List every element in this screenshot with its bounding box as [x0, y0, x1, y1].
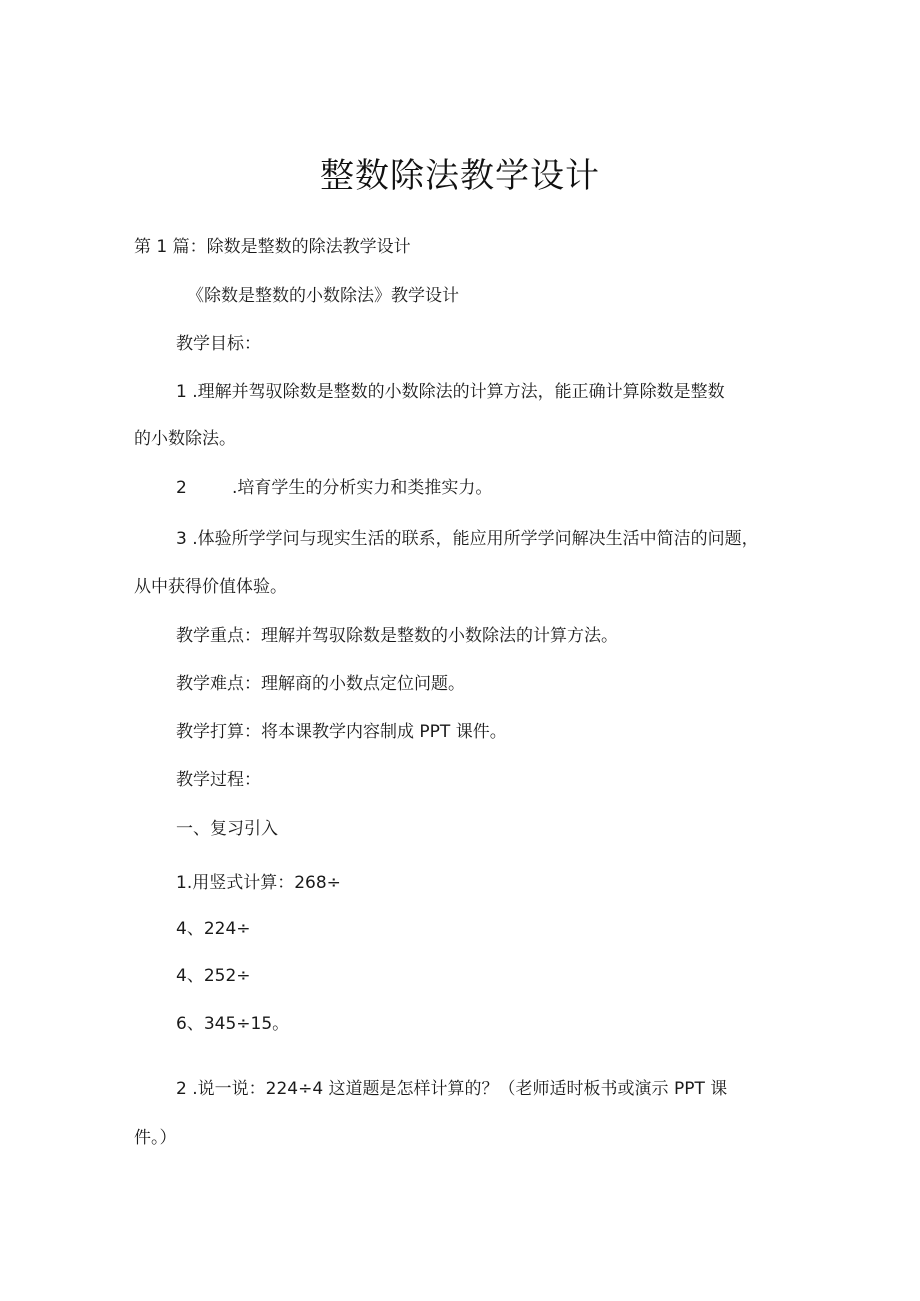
goal-2-number: 2 — [176, 478, 187, 498]
section-review-intro: 一、复习引入 — [176, 819, 278, 839]
calc-line-2: 4、224÷ — [176, 919, 251, 939]
goal-1-line-1: 1 .理解并驾驭除数是整数的小数除法的计算方法，能正确计算除数是整数 — [176, 382, 725, 402]
lesson-subtitle: 《除数是整数的小数除法》教学设计 — [187, 286, 459, 306]
goal-2-text: .培育学生的分析实力和类推实力。 — [232, 478, 493, 498]
calc-line-1: 1.用竖式计算：268÷ — [176, 873, 341, 893]
key-point: 教学重点：理解并驾驭除数是整数的小数除法的计算方法。 — [176, 626, 618, 646]
goal-1-line-2: 的小数除法。 — [134, 429, 236, 449]
calc-line-3: 4、252÷ — [176, 966, 251, 986]
goals-heading: 教学目标： — [176, 334, 261, 354]
chapter-heading: 第 1 篇：除数是整数的除法教学设计 — [134, 237, 411, 257]
process-heading: 教学过程： — [176, 770, 261, 790]
goal-3-line-1: 3 .体验所学学问与现实生活的联系，能应用所学学问解决生活中简洁的问题， — [176, 529, 759, 549]
preparation: 教学打算：将本课教学内容制成 PPT 课件。 — [176, 722, 507, 742]
difficulty: 教学难点：理解商的小数点定位问题。 — [176, 674, 465, 694]
goal-3-line-2: 从中获得价值体验。 — [134, 577, 287, 597]
document-title: 整数除法教学设计 — [320, 156, 600, 196]
calc-line-4: 6、345÷15。 — [176, 1014, 290, 1034]
talk-line-2: 件。） — [134, 1128, 177, 1148]
talk-line-1: 2 .说一说：224÷4 这道题是怎样计算的？（老师适时板书或演示 PPT 课 — [176, 1079, 728, 1099]
